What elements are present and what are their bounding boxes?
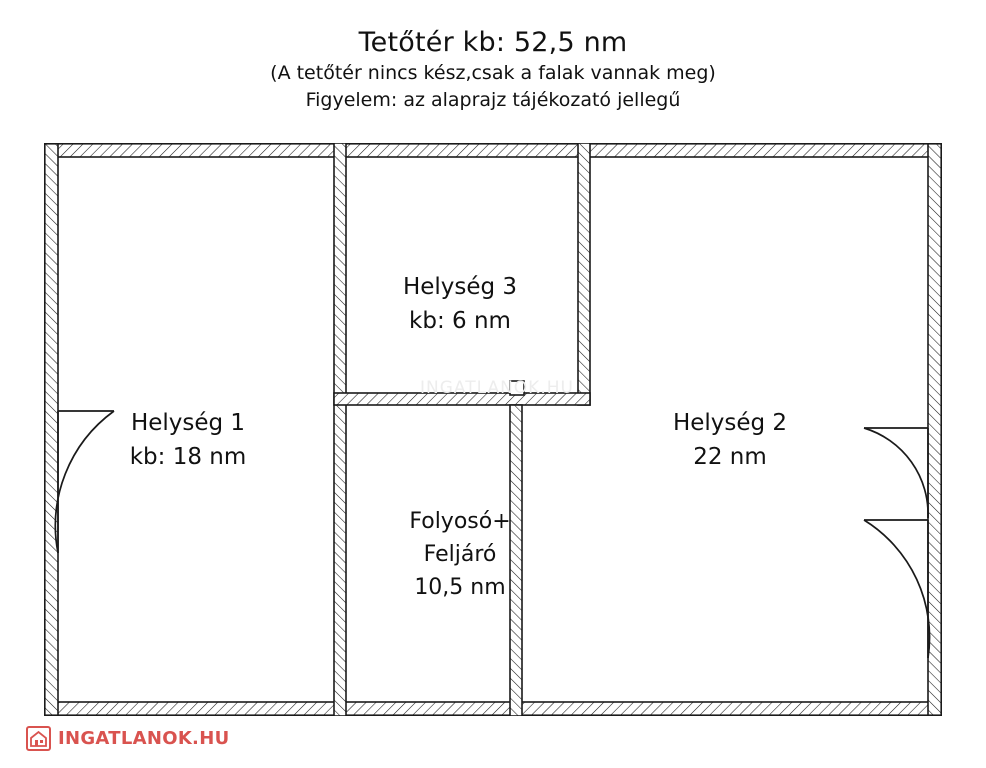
floorplan-drawing [44, 143, 942, 716]
plan-title-block [0, 26, 986, 114]
hallway-name-line2: Feljáró [423, 542, 497, 567]
page-title: Tetőtér kb: 52,5 nm [358, 27, 628, 58]
site-logo[interactable] [26, 726, 229, 751]
plan-disclaimer: Figyelem: az alaprajz tájékozató jellegű [305, 89, 681, 111]
interior-walls [334, 143, 590, 716]
hallway-area: 10,5 nm [414, 575, 506, 600]
plan-subtitle: (A tetőtér nincs kész,csak a falak vannak meg) [270, 62, 716, 84]
room-2-area: 22 nm [693, 444, 767, 470]
door-room2-right-lower [864, 520, 930, 658]
house-icon [26, 726, 51, 751]
room-1-name: Helység 1 [130, 410, 246, 436]
outer-wall [44, 143, 942, 716]
room-1-area: kb: 18 nm [129, 444, 247, 470]
watermark-text: INGATLANOK.HU [420, 378, 574, 398]
door-room1-left [55, 411, 114, 553]
hallway-name-line1: Folyosó+ [409, 509, 511, 534]
door-room2-right-upper [864, 428, 928, 518]
room-2-name: Helység 2 [672, 410, 788, 436]
site-logo-label: INGATLANOK.HU [58, 728, 230, 749]
door-symbols [55, 411, 929, 658]
room-3-name: Helység 3 [402, 274, 518, 300]
room-3-area: kb: 6 nm [409, 308, 511, 334]
